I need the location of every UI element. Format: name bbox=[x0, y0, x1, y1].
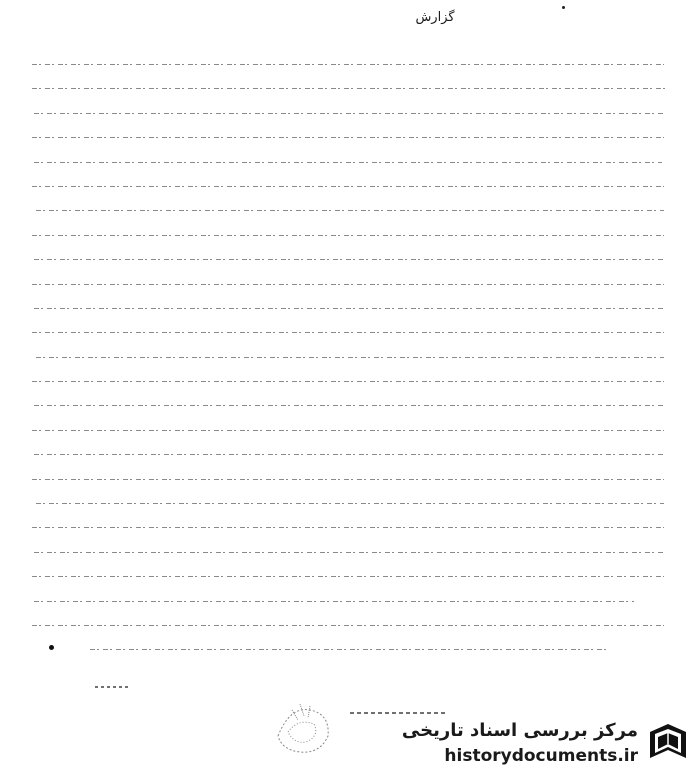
stamp-seal bbox=[270, 696, 340, 758]
body-line bbox=[30, 52, 666, 76]
handwritten-body bbox=[30, 52, 666, 662]
watermark bbox=[401, 712, 696, 776]
body-line bbox=[30, 223, 666, 247]
handwriting-stroke bbox=[32, 88, 666, 89]
body-line bbox=[30, 491, 666, 515]
body-line bbox=[30, 345, 666, 369]
body-line bbox=[30, 247, 666, 271]
body-line bbox=[30, 369, 666, 393]
handwriting-stroke bbox=[32, 186, 664, 187]
handwriting-stroke bbox=[32, 430, 664, 431]
handwriting-stroke bbox=[32, 527, 664, 528]
body-line bbox=[30, 198, 666, 222]
handwriting-stroke bbox=[34, 405, 664, 406]
ink-dot bbox=[49, 645, 54, 650]
handwriting-stroke bbox=[32, 576, 664, 577]
book-logo-icon bbox=[646, 718, 692, 764]
body-line bbox=[30, 515, 666, 539]
body-line bbox=[30, 76, 666, 100]
handwriting-stroke bbox=[32, 137, 664, 138]
body-line bbox=[30, 442, 666, 466]
body-line bbox=[30, 150, 666, 174]
handwriting-stroke bbox=[32, 64, 664, 65]
handwriting-stroke bbox=[34, 601, 634, 602]
date-scribble bbox=[95, 686, 131, 688]
handwriting-stroke bbox=[36, 210, 664, 211]
ink-dot bbox=[562, 6, 565, 9]
body-line bbox=[30, 418, 666, 442]
handwriting-stroke bbox=[34, 113, 664, 114]
body-line bbox=[30, 174, 666, 198]
body-line bbox=[30, 101, 666, 125]
body-line bbox=[30, 540, 666, 564]
handwriting-stroke bbox=[90, 649, 610, 650]
body-line bbox=[30, 296, 666, 320]
body-line bbox=[30, 320, 666, 344]
handwriting-stroke bbox=[32, 284, 664, 285]
handwriting-stroke bbox=[32, 332, 664, 333]
body-line bbox=[30, 125, 666, 149]
body-line bbox=[30, 272, 666, 296]
watermark-title: مرکز بررسی اسناد تاریخی bbox=[401, 720, 638, 741]
body-line bbox=[30, 564, 666, 588]
handwriting-stroke bbox=[34, 308, 664, 309]
body-line bbox=[30, 393, 666, 417]
document-heading: گزارش bbox=[415, 10, 455, 25]
handwriting-stroke bbox=[34, 259, 664, 260]
body-line bbox=[30, 589, 666, 613]
handwriting-stroke bbox=[32, 625, 664, 626]
handwriting-stroke bbox=[34, 454, 664, 455]
handwriting-stroke bbox=[36, 357, 664, 358]
watermark-url: historydocuments.ir bbox=[444, 746, 638, 766]
body-line bbox=[30, 467, 666, 491]
handwriting-stroke bbox=[34, 552, 664, 553]
handwriting-stroke bbox=[36, 503, 664, 504]
handwriting-stroke bbox=[32, 479, 664, 480]
handwriting-stroke bbox=[34, 162, 662, 163]
handwriting-stroke bbox=[32, 235, 664, 236]
handwriting-stroke bbox=[32, 381, 664, 382]
body-line bbox=[30, 637, 666, 661]
body-line bbox=[30, 613, 666, 637]
